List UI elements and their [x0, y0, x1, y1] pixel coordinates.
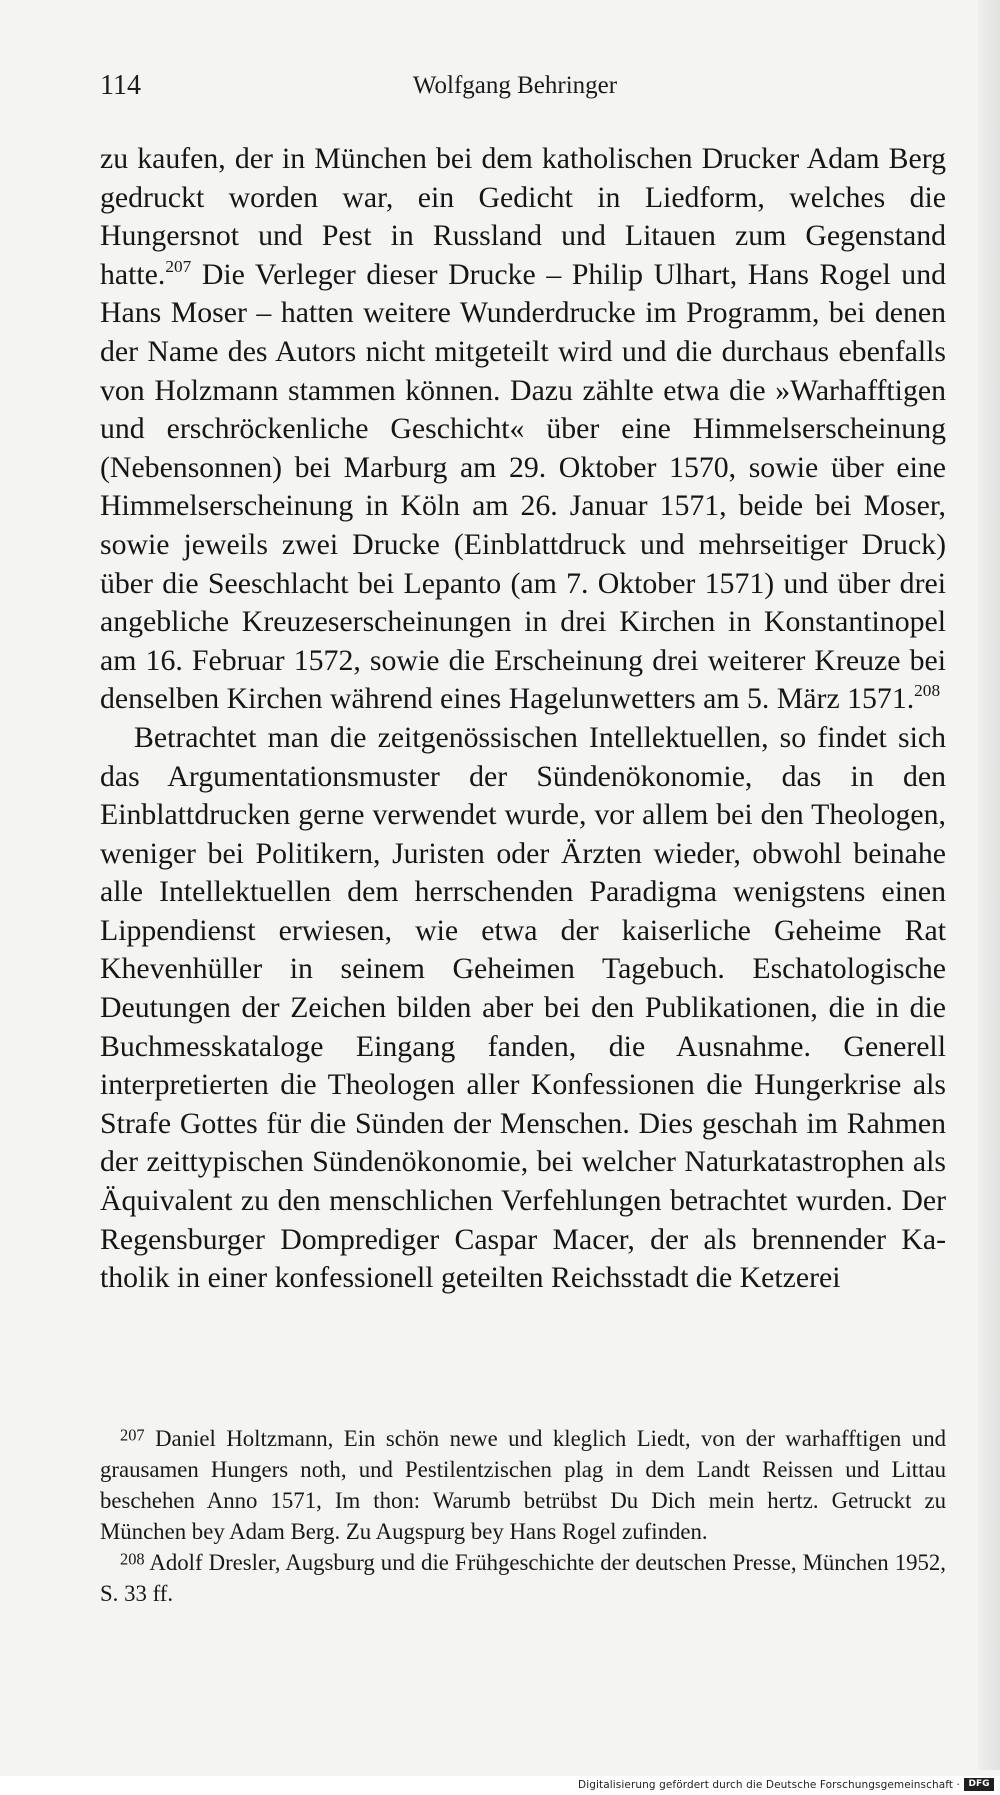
paragraph-1-part-1: zu kaufen, der in München bei dem katholischen Drucker Adam Berg gedruckt worden war, ein Gedicht in Liedform, welches die Hungersnot und Pest in Russland und Litauen zum Gegenstand hatte.	[100, 142, 946, 291]
dfg-logo: DFG	[964, 1778, 994, 1791]
footnote-ref-208: 208	[914, 681, 941, 701]
page-header	[100, 70, 930, 110]
footnote-208-text: Adolf Dresler, Augsburg und die Frühgeschichte der deutschen Presse, München 1952, S. 33 ff.	[100, 1549, 946, 1606]
footnote-208	[100, 1548, 946, 1610]
paragraph-1-part-2: Die Verleger dieser Drucke – Philip Ulhart, Hans Rogel und Hans Moser – hatten weitere Wunderdrucke im Programm, bei denen der Name des Autors nicht mitgeteilt wird und die durchaus ebenfalls von Holzmann stammen können. Dazu zählte etwa die »Warhafftigen und erschröckenliche Geschicht« über eine Himmelserscheinung (Nebensonnen) bei Marburg am 29. Oktober 1570, sowie über eine Himmelserscheinung in Köln am 26. Januar 1571, beide bei Moser, sowie jeweils zwei Drucke (Einblattdruck und mehrseitiger Druck) über die Seeschlacht bei Lepanto (am 7. Oktober 1571) und über drei angebliche Kreuzeserscheinungen in drei Kirchen in Konstantinopel am 16. Februar 1572, sowie die Erscheinung drei weiterer Kreuze bei denselben Kirchen während eines Hagelunwetters am 5. März 1571.	[100, 257, 946, 716]
footnote-207	[100, 1424, 946, 1548]
footnote-207-text: Daniel Holtzmann, Ein schön newe und kleglich Liedt, von der warhafftigen und grausamen Hungers noth, und Pestilentzischen plag in dem Landt Reissen und Littau beschehen Anno 1571, Im thon: Warumb betrübst Du Dich mein hertz. Getruckt zu München bey Adam Berg. Zu Augspurg bey Hans Rogel zufinden.	[100, 1426, 946, 1544]
paragraph-2: Betrachtet man die zeitgenössischen Intellektuellen, so findet sich das Argumentationsmuster der Sündenökonomie, das in den Einblattdrucken gerne verwendet wurde, vor allem bei den Theologen, weniger bei Politikern, Juristen oder Ärzten wieder, obwohl beinahe alle Intellektuellen dem herrschenden Paradigma wenigstens einen Lippendienst erwiesen, wie etwa der kaiserliche Geheime Rat Khevenhüller in seinem Geheimen Tagebuch. Eschatologische Deutungen der Zeichen bilden aber bei den Publikationen, die in die Buchmesskataloge Eingang fanden, die Ausnahme. Generell interpretierten die Theologen aller Konfessionen die Hungerkrise als Strafe Gottes für die Sünden der Menschen. Dies geschah im Rahmen der zeittypischen Sündenökonomie, bei welcher Naturkatastrophen als Äquivalent zu den menschlichen Verfehlungen betrachtet wurden. Der Regensburger Domprediger Caspar Macer, der als brennender Katholik in einer konfessionell geteilten Reichsstadt die Ketzerei	[100, 720, 946, 1295]
footnote-208-number: 208	[120, 1548, 145, 1568]
page-number: 114	[100, 70, 141, 101]
digitization-notice: Digitalisierung gefördert durch die Deutsche Forschungsgemeinschaft ·	[578, 1779, 960, 1791]
footnote-ref-207: 207	[165, 256, 192, 276]
footnotes	[100, 1424, 946, 1609]
running-head-author: Wolfgang Behringer	[412, 72, 618, 99]
footnote-207-number: 207	[120, 1425, 145, 1445]
body-text	[100, 140, 946, 1298]
digitization-footer	[0, 1776, 1000, 1795]
page-edge-shadow	[978, 0, 1000, 1770]
paragraph-1	[100, 140, 946, 719]
